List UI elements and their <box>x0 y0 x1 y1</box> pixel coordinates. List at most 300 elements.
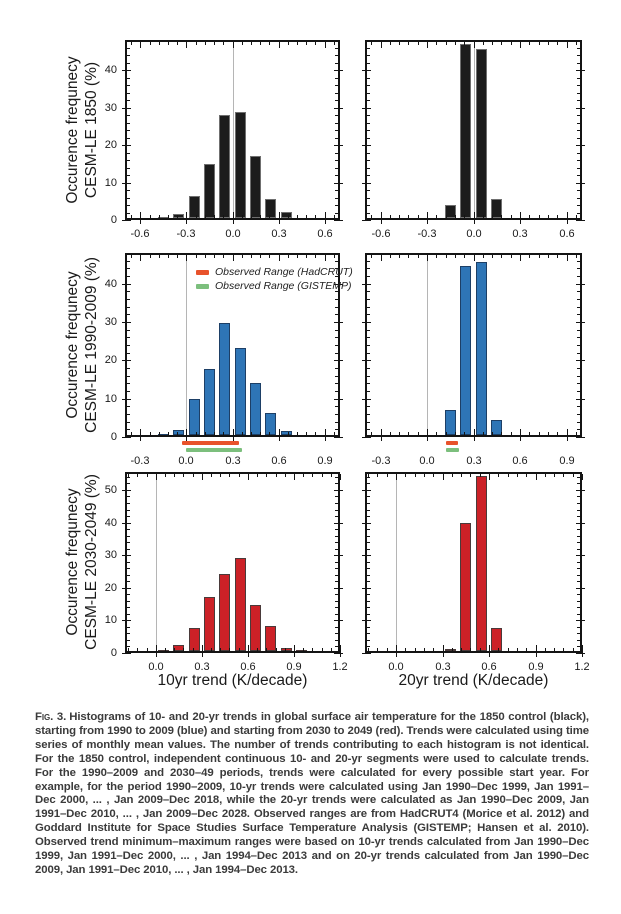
x-minor-tick <box>297 432 298 435</box>
y-axis-label-1990-2009 <box>63 230 101 460</box>
x-minor-tick <box>408 255 409 258</box>
x-major-tick <box>340 474 341 480</box>
y-minor-tick <box>577 429 580 430</box>
x-minor-tick <box>177 215 178 218</box>
histogram-panel-1990-2009-20yr <box>365 253 582 437</box>
y-tick-label: 10 <box>104 393 117 405</box>
y-major-tick <box>362 437 371 438</box>
x-tick-label: 0.3 <box>194 661 210 673</box>
y-minor-tick <box>367 190 370 191</box>
x-minor-tick <box>573 648 574 651</box>
y-major-tick <box>576 437 585 438</box>
y-minor-tick <box>127 376 130 377</box>
x-minor-tick <box>526 474 527 477</box>
x-minor-tick <box>563 474 564 477</box>
y-major-tick <box>334 555 343 556</box>
x-minor-tick <box>452 474 453 477</box>
y-minor-tick <box>577 529 580 530</box>
y-minor-tick <box>577 414 580 415</box>
y-minor-tick <box>335 368 338 369</box>
y-minor-tick <box>367 63 370 64</box>
y-axis-label-line1: Occurence frequnecy <box>64 488 81 636</box>
x-minor-tick <box>492 432 493 435</box>
y-minor-tick <box>367 115 370 116</box>
y-minor-tick <box>335 562 338 563</box>
x-minor-tick <box>260 432 261 435</box>
y-tick-label: 40 <box>104 278 117 290</box>
x-tick-label: 0.0 <box>225 228 241 240</box>
x-minor-tick <box>131 215 132 218</box>
y-minor-tick <box>577 276 580 277</box>
x-minor-tick <box>214 42 215 45</box>
x-major-tick <box>140 429 141 441</box>
y-minor-tick <box>127 601 130 602</box>
y-minor-tick <box>335 633 338 634</box>
x-axis-title-20yr: 20yr trend (K/decade) <box>398 672 549 689</box>
y-minor-tick <box>127 299 130 300</box>
x-major-tick <box>186 212 187 224</box>
x-major-tick <box>582 645 583 657</box>
y-minor-tick <box>127 549 130 550</box>
y-minor-tick <box>367 510 370 511</box>
y-minor-tick <box>335 168 338 169</box>
y-minor-tick <box>127 190 130 191</box>
y-minor-tick <box>335 198 338 199</box>
y-minor-tick <box>335 601 338 602</box>
y-minor-tick <box>367 536 370 537</box>
y-minor-tick <box>335 614 338 615</box>
x-major-tick <box>381 212 382 224</box>
y-minor-tick <box>367 268 370 269</box>
y-minor-tick <box>367 376 370 377</box>
x-minor-tick <box>470 474 471 477</box>
x-minor-tick <box>371 255 372 258</box>
y-major-tick <box>362 284 371 285</box>
x-minor-tick <box>174 474 175 477</box>
y-major-tick <box>334 523 343 524</box>
x-minor-tick <box>211 648 212 651</box>
observed-range-gistemp <box>186 448 241 452</box>
x-major-tick <box>279 212 280 224</box>
y-minor-tick <box>335 93 338 94</box>
x-minor-tick <box>168 42 169 45</box>
y-minor-tick <box>577 299 580 300</box>
y-major-tick <box>576 360 585 361</box>
y-minor-tick <box>577 168 580 169</box>
x-minor-tick <box>511 215 512 218</box>
y-minor-tick <box>577 562 580 563</box>
x-minor-tick <box>464 42 465 45</box>
y-minor-tick <box>127 291 130 292</box>
x-minor-tick <box>312 474 313 477</box>
y-minor-tick <box>577 483 580 484</box>
y-minor-tick <box>367 568 370 569</box>
x-minor-tick <box>196 432 197 435</box>
y-minor-tick <box>367 48 370 49</box>
y-minor-tick <box>577 383 580 384</box>
x-major-tick <box>567 255 568 261</box>
legend-label-hadcrut: Observed Range (HadCRUT) <box>215 266 353 278</box>
x-tick-label: -0.3 <box>130 455 150 467</box>
y-minor-tick <box>577 376 580 377</box>
legend-item-gistemp <box>196 279 353 293</box>
x-minor-tick <box>526 648 527 651</box>
x-minor-tick <box>168 255 169 258</box>
x-minor-tick <box>147 648 148 651</box>
x-minor-tick <box>498 648 499 651</box>
x-major-tick <box>443 474 444 480</box>
y-minor-tick <box>577 48 580 49</box>
y-minor-tick <box>127 175 130 176</box>
y-minor-tick <box>335 594 338 595</box>
caption-text: Histograms of 10- and 20-yr trends in global surface air temperature for the 1850 control (black), starting from 1990 to 2009 (blue) and starting from 2030 to 2049 (red). Trends were calculated using time series of monthly mean values. The number of trends contributing to each histogram is not identical. For the 1850 control, independent continuous 10- and 20-yr segments were used to calculate trends. For the 1990–2009 and 2030–49 periods, trends were calculated for every possible start year. For example, for the period 1990–2009, 10-yr trends were calculated using Jan 1990–Dec 1999, Jan 1991–Dec 2000, ... , Jan 2009–Dec 2018, while the 20-yr trends were calculated as Jan 1990–Dec 2009, Jan 1991–Dec 2010, ... , Jan 2009–Dec 2028. Observed ranges are from HadCRUT4 (Morice et al. 2012) and Goddard Institute for Space Studies Surface Temperature Analysis (GISTEMP; Hansen et al. 2010). Observed trend minimum–maximum ranges were based on 10-yr trends calculated from Jan 1990–Dec 1999, Jan 1991–Dec 2000, ... , Jan 1994–Dec 2013 and on 20-yr trends calculated from Jan 1990–Dec 2009, Jan 1991–Dec 2010, ... , Jan 1994–Dec 2013. <box>35 711 589 876</box>
y-major-tick <box>334 653 343 654</box>
y-major-tick <box>362 70 371 71</box>
y-minor-tick <box>335 160 338 161</box>
x-minor-tick <box>196 42 197 45</box>
y-major-tick <box>122 183 131 184</box>
y-minor-tick <box>127 205 130 206</box>
x-tick-label: 0.3 <box>435 661 451 673</box>
x-minor-tick <box>529 255 530 258</box>
y-minor-tick <box>577 607 580 608</box>
x-major-tick <box>427 212 428 224</box>
y-minor-tick <box>335 607 338 608</box>
x-major-tick <box>325 255 326 261</box>
x-major-tick <box>233 255 234 261</box>
x-major-tick <box>325 429 326 441</box>
y-minor-tick <box>577 85 580 86</box>
y-minor-tick <box>577 503 580 504</box>
y-minor-tick <box>335 640 338 641</box>
y-minor-tick <box>127 330 130 331</box>
y-minor-tick <box>335 337 338 338</box>
x-minor-tick <box>168 432 169 435</box>
y-minor-tick <box>367 138 370 139</box>
y-major-tick <box>334 620 343 621</box>
y-minor-tick <box>367 291 370 292</box>
x-minor-tick <box>377 648 378 651</box>
x-major-tick <box>520 429 521 441</box>
y-tick-label: 10 <box>104 177 117 189</box>
x-minor-tick <box>150 255 151 258</box>
y-axis-label-2030-2049 <box>63 447 101 677</box>
y-axis-label-line2: CESM-LE 1990-2009 (%) <box>83 257 100 433</box>
y-major-tick <box>334 490 343 491</box>
x-major-tick <box>567 212 568 224</box>
x-minor-tick <box>554 474 555 477</box>
x-minor-tick <box>508 648 509 651</box>
y-minor-tick <box>335 568 338 569</box>
y-minor-tick <box>367 429 370 430</box>
y-major-tick <box>334 183 343 184</box>
x-minor-tick <box>390 432 391 435</box>
y-minor-tick <box>127 568 130 569</box>
x-minor-tick <box>576 255 577 258</box>
x-major-tick <box>474 429 475 441</box>
y-minor-tick <box>335 383 338 384</box>
x-tick-label: 0.9 <box>528 661 544 673</box>
y-minor-tick <box>335 414 338 415</box>
x-minor-tick <box>223 42 224 45</box>
x-minor-tick <box>214 215 215 218</box>
x-major-tick <box>140 255 141 261</box>
y-minor-tick <box>577 345 580 346</box>
y-major-tick <box>334 70 343 71</box>
x-minor-tick <box>229 474 230 477</box>
x-minor-tick <box>334 255 335 258</box>
x-tick-label: 0.6 <box>317 228 333 240</box>
x-minor-tick <box>377 474 378 477</box>
y-tick-label: 40 <box>104 517 117 529</box>
x-minor-tick <box>529 42 530 45</box>
x-minor-tick <box>539 255 540 258</box>
observed-range-hadcrut <box>446 441 458 445</box>
x-major-tick <box>427 255 428 261</box>
y-minor-tick <box>367 594 370 595</box>
y-minor-tick <box>367 549 370 550</box>
x-minor-tick <box>557 42 558 45</box>
y-major-tick <box>122 588 131 589</box>
x-minor-tick <box>239 474 240 477</box>
x-minor-tick <box>285 474 286 477</box>
gistemp-range-swatch-icon <box>196 284 209 289</box>
x-minor-tick <box>418 42 419 45</box>
x-minor-tick <box>548 255 549 258</box>
x-minor-tick <box>297 255 298 258</box>
y-minor-tick <box>127 516 130 517</box>
x-minor-tick <box>205 215 206 218</box>
y-major-tick <box>122 620 131 621</box>
observed-range-gistemp <box>446 448 460 452</box>
y-minor-tick <box>577 594 580 595</box>
x-minor-tick <box>563 648 564 651</box>
x-minor-tick <box>220 648 221 651</box>
x-minor-tick <box>159 255 160 258</box>
y-minor-tick <box>335 314 338 315</box>
y-major-tick <box>362 555 371 556</box>
y-minor-tick <box>335 536 338 537</box>
x-minor-tick <box>436 215 437 218</box>
x-minor-tick <box>492 255 493 258</box>
y-minor-tick <box>577 640 580 641</box>
y-major-tick <box>122 220 131 221</box>
y-minor-tick <box>577 213 580 214</box>
y-minor-tick <box>335 153 338 154</box>
x-minor-tick <box>371 42 372 45</box>
y-minor-tick <box>335 299 338 300</box>
x-major-tick <box>520 255 521 261</box>
x-major-tick <box>156 645 157 657</box>
y-minor-tick <box>127 496 130 497</box>
y-minor-tick <box>335 85 338 86</box>
x-major-tick <box>279 255 280 261</box>
y-minor-tick <box>577 123 580 124</box>
y-minor-tick <box>367 422 370 423</box>
caption-label: Fig. 3. <box>35 711 67 723</box>
x-minor-tick <box>303 474 304 477</box>
x-minor-tick <box>446 255 447 258</box>
x-major-tick <box>474 255 475 261</box>
x-minor-tick <box>539 215 540 218</box>
y-minor-tick <box>127 138 130 139</box>
y-minor-tick <box>577 542 580 543</box>
x-minor-tick <box>214 432 215 435</box>
x-minor-tick <box>548 42 549 45</box>
x-major-tick <box>536 645 537 657</box>
x-minor-tick <box>312 648 313 651</box>
x-major-tick <box>186 42 187 48</box>
legend-label-gistemp: Observed Range (GISTEMP) <box>215 280 352 292</box>
y-minor-tick <box>335 510 338 511</box>
x-major-tick <box>381 429 382 441</box>
x-tick-label: 0.3 <box>271 228 287 240</box>
x-minor-tick <box>251 215 252 218</box>
y-minor-tick <box>577 55 580 56</box>
x-major-tick <box>474 212 475 224</box>
y-minor-tick <box>127 614 130 615</box>
x-minor-tick <box>557 432 558 435</box>
y-axis-label-line1: Occurence frequnecy <box>64 271 81 419</box>
x-major-tick <box>567 429 568 441</box>
y-minor-tick <box>367 646 370 647</box>
x-tick-label: -0.3 <box>417 228 437 240</box>
x-minor-tick <box>315 432 316 435</box>
x-minor-tick <box>211 474 212 477</box>
x-minor-tick <box>131 255 132 258</box>
y-minor-tick <box>127 483 130 484</box>
x-minor-tick <box>455 215 456 218</box>
y-minor-tick <box>367 307 370 308</box>
y-tick-label: 40 <box>104 64 117 76</box>
x-minor-tick <box>436 255 437 258</box>
y-minor-tick <box>577 568 580 569</box>
y-major-tick <box>362 360 371 361</box>
y-minor-tick <box>367 168 370 169</box>
y-minor-tick <box>367 368 370 369</box>
legend <box>196 265 353 293</box>
x-major-tick <box>520 212 521 224</box>
figure-caption <box>35 711 589 878</box>
y-minor-tick <box>367 337 370 338</box>
y-major-tick <box>576 183 585 184</box>
y-minor-tick <box>367 299 370 300</box>
x-major-tick <box>279 42 280 48</box>
y-minor-tick <box>577 614 580 615</box>
x-minor-tick <box>150 42 151 45</box>
y-minor-tick <box>127 633 130 634</box>
x-tick-label: 0.9 <box>317 455 333 467</box>
y-minor-tick <box>335 549 338 550</box>
legend-item-hadcrut <box>196 265 353 279</box>
y-minor-tick <box>127 529 130 530</box>
y-minor-tick <box>367 213 370 214</box>
y-minor-tick <box>335 483 338 484</box>
y-minor-tick <box>127 536 130 537</box>
y-major-tick <box>334 360 343 361</box>
y-minor-tick <box>577 93 580 94</box>
x-minor-tick <box>131 432 132 435</box>
x-minor-tick <box>306 255 307 258</box>
y-axis-label-line2: CESM-LE 1850 (%) <box>83 61 100 199</box>
y-major-tick <box>576 145 585 146</box>
y-minor-tick <box>127 48 130 49</box>
x-minor-tick <box>177 42 178 45</box>
y-minor-tick <box>335 190 338 191</box>
x-minor-tick <box>334 432 335 435</box>
x-minor-tick <box>424 474 425 477</box>
y-minor-tick <box>127 345 130 346</box>
y-tick-label: 30 <box>104 316 117 328</box>
y-minor-tick <box>127 406 130 407</box>
y-minor-tick <box>127 391 130 392</box>
y-major-tick <box>576 284 585 285</box>
x-minor-tick <box>220 474 221 477</box>
x-tick-label: 0.0 <box>388 661 404 673</box>
y-minor-tick <box>577 477 580 478</box>
x-major-tick <box>443 645 444 657</box>
x-minor-tick <box>455 42 456 45</box>
y-minor-tick <box>335 213 338 214</box>
x-minor-tick <box>193 648 194 651</box>
x-minor-tick <box>177 255 178 258</box>
y-minor-tick <box>335 496 338 497</box>
y-minor-tick <box>335 345 338 346</box>
x-tick-label: 1.2 <box>332 661 348 673</box>
x-minor-tick <box>147 474 148 477</box>
y-minor-tick <box>577 160 580 161</box>
x-major-tick <box>489 645 490 657</box>
y-minor-tick <box>577 496 580 497</box>
y-minor-tick <box>127 337 130 338</box>
x-minor-tick <box>529 215 530 218</box>
y-major-tick <box>362 145 371 146</box>
x-minor-tick <box>260 42 261 45</box>
x-minor-tick <box>205 42 206 45</box>
y-minor-tick <box>335 123 338 124</box>
y-minor-tick <box>367 198 370 199</box>
y-minor-tick <box>127 607 130 608</box>
y-minor-tick <box>367 160 370 161</box>
x-tick-label: 0.6 <box>559 228 575 240</box>
x-major-tick <box>381 42 382 48</box>
y-minor-tick <box>127 429 130 430</box>
y-minor-tick <box>335 175 338 176</box>
x-minor-tick <box>322 474 323 477</box>
y-minor-tick <box>367 55 370 56</box>
x-minor-tick <box>306 215 307 218</box>
y-minor-tick <box>335 376 338 377</box>
y-minor-tick <box>577 307 580 308</box>
y-minor-tick <box>335 516 338 517</box>
x-tick-label: 0.9 <box>559 455 575 467</box>
y-minor-tick <box>127 640 130 641</box>
y-minor-tick <box>127 85 130 86</box>
y-minor-tick <box>367 414 370 415</box>
y-minor-tick <box>367 345 370 346</box>
x-tick-label: 0.6 <box>481 661 497 673</box>
y-minor-tick <box>335 138 338 139</box>
x-minor-tick <box>269 432 270 435</box>
x-minor-tick <box>193 474 194 477</box>
x-major-tick <box>536 474 537 480</box>
y-minor-tick <box>127 581 130 582</box>
x-minor-tick <box>501 42 502 45</box>
y-minor-tick <box>127 503 130 504</box>
x-tick-label: 0.6 <box>271 455 287 467</box>
y-minor-tick <box>577 337 580 338</box>
x-minor-tick <box>548 432 549 435</box>
